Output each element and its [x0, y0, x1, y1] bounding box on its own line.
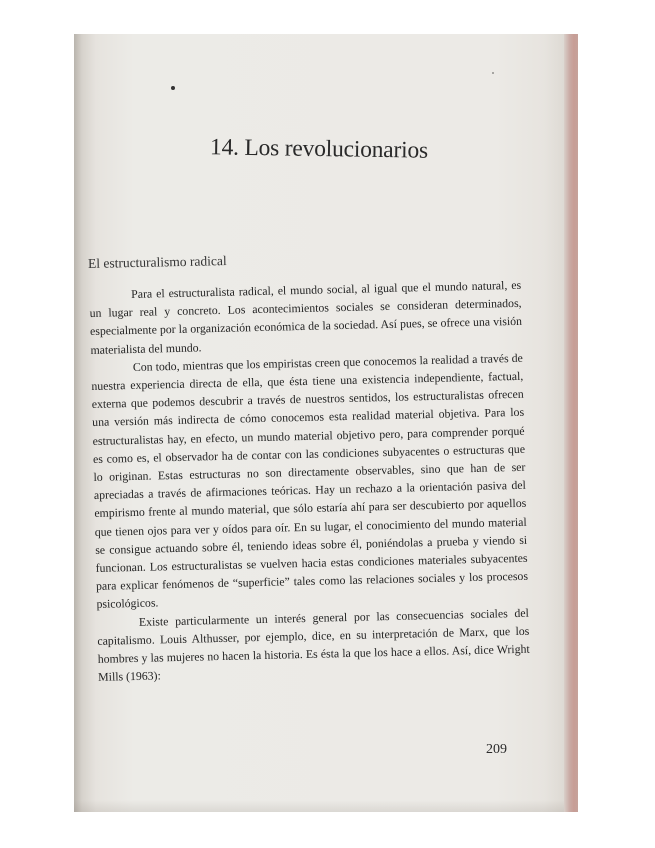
- paragraph: Con todo, mientras que los empiristas creen que conocemos la realidad a través de nuestra experiencia directa de ella, que ésta tiene una existencia independiente, factual, externa que podemos descubrir a través de nuestros sentidos, los estructuralistas ofrecen una versión más indirecta de cómo conocemos esta realidad material objetiva. Para los estructuralistas hay, en efecto, un mundo material objetivo pero, para comprender porqué es como es, el observador ha de contar con las condiciones subyacentes o estructuras que lo originan. Estas estructuras no son directamente observables, sino que han de ser apreciadas a través de afirmaciones teóricas. Hay un rechazo a la orientación pasiva del empirismo frente al mundo material, que sólo estaría ahí para ser descubierto por aquellos que tienen ojos para ver y oídos para oír. En su lugar, el conocimiento del mundo material se consigue actuando sobre él, teniendo ideas sobre él, poniéndolas a prueba y viendo si funcionan. Los estructuralistas se vuelven hacia estas condiciones materiales subyacentes para explicar fenómenos de “superficie” tales como las relaciones sociales y los procesos psicológicos.: [91, 350, 529, 612]
- chapter-title: 14. Los revolucionarios: [209, 134, 429, 164]
- ink-speck: [492, 72, 494, 74]
- scanned-page: [74, 34, 578, 812]
- body-text: [89, 276, 530, 687]
- page-number: 209: [486, 742, 507, 757]
- page-edge: [564, 34, 578, 812]
- page-shadow: [74, 800, 564, 812]
- ink-speck: [171, 86, 175, 90]
- paragraph: Para el estructuralista radical, el mundo social, al igual que el mundo natural, es un lugar real y concreto. Los acontecimientos sociales se consideran determinados, especialmente por la organización económica de la sociedad. Así pues, se ofrece una visión materialista del mundo.: [89, 277, 523, 357]
- book-page: [74, 34, 564, 812]
- paragraph: Existe particularmente un interés general por las consecuencias sociales del capitalismo. Louis Althusser, por ejemplo, dice, en su interpretación de Marx, que los hombres y las mujeres no hacen la historia. Es ésta la que los hace a ellos. Así, dice Wright Mills (1963):: [97, 605, 530, 685]
- section-heading: El estructuralismo radical: [87, 253, 227, 271]
